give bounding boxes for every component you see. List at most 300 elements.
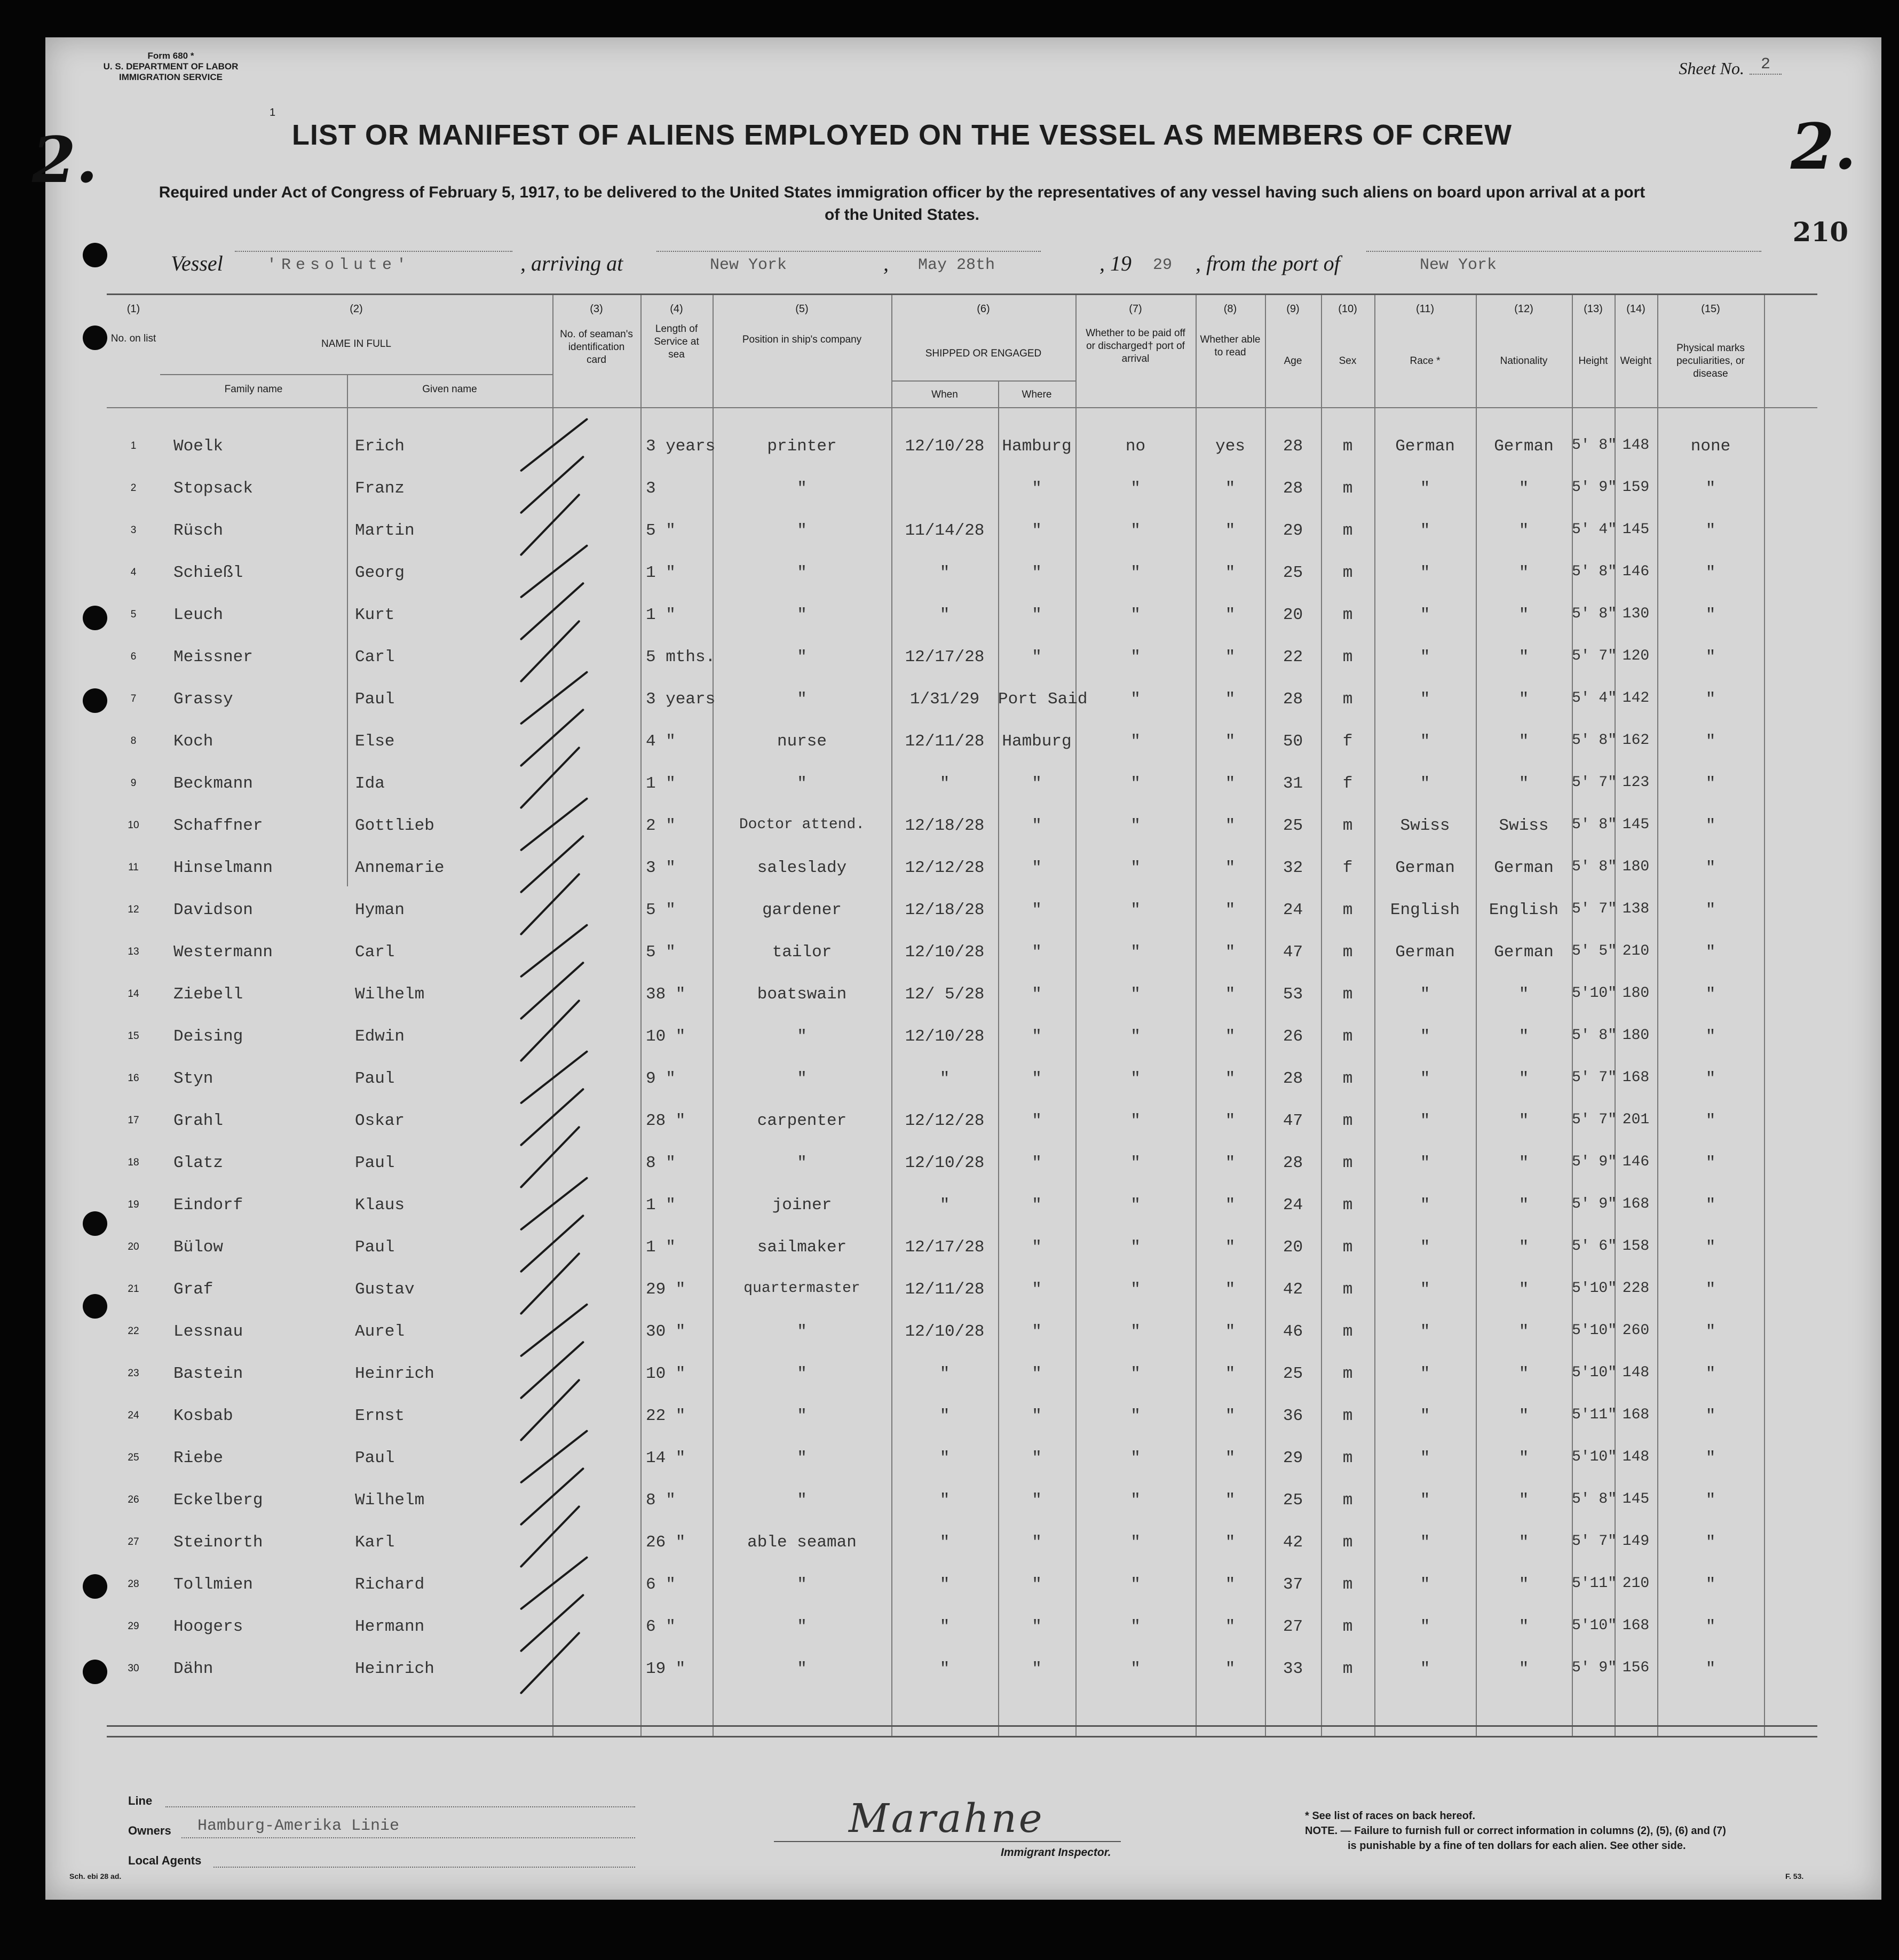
cell-marks: ": [1705, 1069, 1716, 1088]
cell-given: Wilhelm: [355, 985, 425, 1004]
cell-height: 5' 8": [1572, 437, 1617, 454]
cell-age: 25: [1283, 564, 1303, 582]
row-number: 5: [130, 609, 137, 620]
punch-hole: [83, 606, 107, 630]
check-stroke: [520, 924, 589, 978]
cell-given: Aurel: [355, 1322, 405, 1341]
cell-paid: ": [1130, 1575, 1141, 1594]
row-number: 16: [128, 1073, 139, 1084]
cell-read: ": [1225, 479, 1236, 498]
cell-given: Hermann: [355, 1617, 425, 1636]
cell-paid: ": [1130, 1617, 1141, 1636]
cell-height: 5' 9": [1572, 1660, 1617, 1676]
cell-sex: f: [1342, 732, 1353, 751]
cell-position: Doctor attend.: [739, 816, 865, 833]
cell-given: Paul: [355, 1238, 395, 1257]
cell-when: ": [939, 1491, 950, 1510]
cell-when: ": [939, 1069, 950, 1088]
cell-position: ": [797, 1660, 807, 1678]
cell-position: tailor: [772, 943, 832, 962]
cell-family: Woelk: [173, 437, 224, 456]
cell-age: 37: [1283, 1575, 1303, 1594]
cell-position: ": [797, 1027, 807, 1046]
cell-age: 22: [1283, 648, 1303, 666]
cell-paid: ": [1130, 1407, 1141, 1425]
cell-when: ": [939, 1196, 950, 1215]
cell-given: Paul: [355, 1449, 395, 1467]
cell-sex: m: [1342, 1196, 1353, 1215]
cell-position: ": [797, 564, 807, 582]
cell-sex: f: [1342, 859, 1353, 877]
cell-weight: 123: [1622, 774, 1650, 791]
check-stroke: [520, 1505, 581, 1568]
cell-family: Grahl: [173, 1112, 224, 1130]
cell-age: 24: [1283, 1196, 1303, 1215]
cell-where: ": [1032, 1491, 1042, 1510]
row-number: 3: [130, 525, 137, 536]
cell-where: ": [1032, 1027, 1042, 1046]
row-number: 7: [130, 693, 137, 704]
cell-family: Graf: [173, 1280, 213, 1299]
cell-service: 22 ": [646, 1407, 686, 1425]
cell-weight: 156: [1622, 1660, 1650, 1676]
row-number: 15: [128, 1030, 139, 1042]
cell-weight: 162: [1622, 732, 1650, 749]
cell-weight: 168: [1622, 1196, 1650, 1212]
cell-where: ": [1032, 774, 1042, 793]
row-number: 24: [128, 1410, 139, 1421]
cell-service: 2 ": [646, 816, 676, 835]
cell-where: ": [1032, 479, 1042, 498]
cell-age: 32: [1283, 859, 1303, 877]
cell-weight: 180: [1622, 859, 1650, 875]
cell-read: ": [1225, 1575, 1236, 1594]
cell-nat: ": [1518, 690, 1529, 709]
cell-service: 3 years: [646, 437, 716, 456]
cell-nat: ": [1518, 521, 1529, 540]
cell-nat: ": [1518, 1112, 1529, 1130]
cell-race: ": [1420, 606, 1430, 624]
cell-read: ": [1225, 1617, 1236, 1636]
cell-age: 27: [1283, 1617, 1303, 1636]
check-stroke: [520, 1379, 581, 1442]
cell-weight: 146: [1622, 564, 1650, 580]
cell-given: Klaus: [355, 1196, 405, 1215]
cell-paid: ": [1130, 521, 1141, 540]
check-stroke: [520, 747, 581, 810]
cell-family: Deising: [173, 1027, 243, 1046]
cell-marks: ": [1705, 1407, 1716, 1425]
form-identifier: [64, 51, 278, 83]
cell-paid: ": [1130, 1238, 1141, 1257]
cell-age: 28: [1283, 690, 1303, 709]
cell-position: ": [797, 1575, 807, 1594]
cell-position: ": [797, 1154, 807, 1172]
cell-where: ": [1032, 1533, 1042, 1552]
form-number: Form 680 *: [147, 51, 194, 61]
header-shipped: SHIPPED OR ENGAGED: [925, 348, 1042, 359]
cell-where: ": [1032, 859, 1042, 877]
row-number: 26: [128, 1494, 139, 1505]
cell-paid: ": [1130, 943, 1141, 962]
cell-race: ": [1420, 479, 1430, 498]
cell-weight: 180: [1622, 1027, 1650, 1044]
cell-age: 53: [1283, 985, 1303, 1004]
row-number: 29: [128, 1621, 139, 1632]
punch-hole: [83, 243, 107, 267]
cell-given: Ida: [355, 774, 385, 793]
cell-when: 12/12/28: [905, 1112, 985, 1130]
cell-where: ": [1032, 1660, 1042, 1678]
row-number: 2: [130, 482, 137, 494]
cell-service: 30 ": [646, 1322, 686, 1341]
cell-race: ": [1420, 521, 1430, 540]
cell-paid: ": [1130, 1280, 1141, 1299]
cell-read: ": [1225, 1364, 1236, 1383]
cell-marks: ": [1705, 606, 1716, 624]
punch-hole: [83, 1294, 107, 1319]
cell-race: Swiss: [1400, 816, 1450, 835]
cell-height: 5' 9": [1572, 1196, 1617, 1212]
cell-marks: ": [1705, 774, 1716, 793]
cell-position: sailmaker: [757, 1238, 847, 1257]
cell-given: Else: [355, 732, 395, 751]
cell-sex: m: [1342, 1407, 1353, 1425]
cell-service: 26 ": [646, 1533, 686, 1552]
cell-sex: m: [1342, 479, 1353, 498]
cell-family: Kosbab: [173, 1407, 233, 1425]
cell-marks: ": [1705, 1027, 1716, 1046]
cell-nat: ": [1518, 732, 1529, 751]
cell-race: ": [1420, 1027, 1430, 1046]
cell-paid: ": [1130, 1533, 1141, 1552]
cell-when: ": [939, 1660, 950, 1678]
cell-height: 5' 8": [1572, 606, 1617, 622]
cell-sex: m: [1342, 1617, 1353, 1636]
cell-height: 5' 7": [1572, 1533, 1617, 1550]
cell-marks: ": [1705, 1491, 1716, 1510]
cell-weight: 148: [1622, 1449, 1650, 1465]
cell-given: Paul: [355, 690, 395, 709]
cell-when: ": [939, 564, 950, 582]
vessel-label: Vessel: [171, 251, 223, 275]
cell-when: 11/14/28: [905, 521, 985, 540]
cell-when: 12/ 5/28: [905, 985, 985, 1004]
punch-hole: [83, 1574, 107, 1599]
cell-height: 5' 9": [1572, 1154, 1617, 1170]
check-stroke: [520, 494, 581, 557]
cell-age: 42: [1283, 1533, 1303, 1552]
cell-weight: 138: [1622, 901, 1650, 917]
cell-when: 12/11/28: [905, 1280, 985, 1299]
cell-when: ": [939, 606, 950, 624]
cell-service: 5 ": [646, 901, 676, 919]
inspector-signature: Marahne: [849, 1796, 1045, 1842]
cell-service: 29 ": [646, 1280, 686, 1299]
header-name-in-full: NAME IN FULL: [321, 338, 391, 350]
cell-when: ": [939, 774, 950, 793]
cell-nat: ": [1518, 1238, 1529, 1257]
cell-family: Dähn: [173, 1660, 213, 1678]
cell-family: Tollmien: [173, 1575, 253, 1594]
cell-marks: ": [1705, 1154, 1716, 1172]
check-stroke: [520, 1126, 581, 1189]
check-stroke: [520, 999, 581, 1062]
check-stroke: [520, 873, 581, 936]
cell-position: ": [797, 1407, 807, 1425]
cell-where: ": [1032, 1196, 1042, 1215]
cell-read: ": [1225, 521, 1236, 540]
cell-where: ": [1032, 1449, 1042, 1467]
header-family-name: Family name: [224, 384, 283, 395]
cell-service: 1 ": [646, 1238, 676, 1257]
arrival-date: May 28th: [918, 256, 995, 274]
row-number: 11: [128, 862, 139, 873]
cell-service: 38 ": [646, 985, 686, 1004]
cell-given: Wilhelm: [355, 1491, 425, 1510]
cell-read: ": [1225, 1238, 1236, 1257]
row-number: 13: [128, 946, 139, 957]
punch-hole: [83, 1660, 107, 1684]
cell-age: 46: [1283, 1322, 1303, 1341]
cell-when: 12/10/28: [905, 1027, 985, 1046]
vessel-info: Vessel 'Resolute' , arriving at New York , May 28th , 19 29 , from the port of New York: [171, 251, 1761, 283]
cell-height: 5'10": [1572, 1617, 1617, 1634]
cell-position: printer: [767, 437, 837, 456]
cell-family: Bülow: [173, 1238, 224, 1257]
cell-paid: ": [1130, 816, 1141, 835]
cell-when: ": [939, 1575, 950, 1594]
cell-where: Hamburg: [1002, 437, 1072, 456]
cell-service: 10 ": [646, 1364, 686, 1383]
cell-family: Lessnau: [173, 1322, 243, 1341]
cell-nat: ": [1518, 985, 1529, 1004]
cell-sex: m: [1342, 943, 1353, 962]
cell-read: ": [1225, 1491, 1236, 1510]
cell-paid: ": [1130, 1322, 1141, 1341]
cell-service: 8 ": [646, 1491, 676, 1510]
cell-race: ": [1420, 1112, 1430, 1130]
cell-family: Glatz: [173, 1154, 224, 1172]
cell-service: 14 ": [646, 1449, 686, 1467]
cell-age: 25: [1283, 1491, 1303, 1510]
cell-where: ": [1032, 648, 1042, 666]
cell-height: 5' 7": [1572, 901, 1617, 917]
row-number: 23: [128, 1368, 139, 1379]
cell-nat: English: [1489, 901, 1559, 919]
cell-sex: m: [1342, 1660, 1353, 1678]
cell-read: ": [1225, 564, 1236, 582]
cell-weight: 148: [1622, 1364, 1650, 1381]
cell-when: 12/17/28: [905, 1238, 985, 1257]
arriving-port: New York: [710, 256, 787, 274]
cell-paid: ": [1130, 1660, 1141, 1678]
year-label: , 19: [1099, 251, 1132, 275]
cell-where: ": [1032, 816, 1042, 835]
cell-service: 6 ": [646, 1617, 676, 1636]
cell-paid: ": [1130, 774, 1141, 793]
cell-paid: ": [1130, 606, 1141, 624]
cell-nat: ": [1518, 1491, 1529, 1510]
cell-position: ": [797, 1617, 807, 1636]
cell-height: 5' 6": [1572, 1238, 1617, 1255]
cell-when: 1/31/29: [909, 690, 980, 709]
cell-read: ": [1225, 1533, 1236, 1552]
cell-sex: m: [1342, 1027, 1353, 1046]
check-stroke: [520, 1430, 589, 1484]
cell-where: ": [1032, 1238, 1042, 1257]
cell-marks: ": [1705, 1238, 1716, 1257]
cell-race: ": [1420, 1196, 1430, 1215]
cell-height: 5' 4": [1572, 690, 1617, 707]
header-sex: Sex: [1339, 355, 1357, 367]
cell-position: ": [797, 648, 807, 666]
cell-age: 28: [1283, 1069, 1303, 1088]
cell-position: ": [797, 774, 807, 793]
cell-given: Oskar: [355, 1112, 405, 1130]
cell-height: 5'10": [1572, 1280, 1617, 1297]
row-number: 10: [128, 820, 139, 831]
check-stroke: [520, 671, 589, 725]
cell-paid: ": [1130, 479, 1141, 498]
races-note: * See list of races on back hereof.: [1305, 1810, 1476, 1822]
from-port: New York: [1420, 256, 1497, 274]
row-number: 9: [130, 777, 137, 789]
cell-nat: ": [1518, 479, 1529, 498]
cell-family: Eindorf: [173, 1196, 243, 1215]
cell-paid: ": [1130, 1449, 1141, 1467]
cell-read: ": [1225, 774, 1236, 793]
cell-marks: none: [1690, 437, 1731, 456]
cell-where: ": [1032, 1154, 1042, 1172]
cell-race: ": [1420, 1364, 1430, 1383]
cell-where: ": [1032, 521, 1042, 540]
arriving-label: , arriving at: [520, 251, 623, 275]
cell-read: ": [1225, 606, 1236, 624]
cell-family: Schießl: [173, 564, 243, 582]
year-value: 29: [1153, 256, 1173, 274]
cell-service: 5 ": [646, 521, 676, 540]
cell-paid: ": [1130, 1154, 1141, 1172]
cell-service: 9 ": [646, 1069, 676, 1088]
row-number: 21: [128, 1283, 139, 1295]
check-stroke: [520, 797, 589, 852]
line-label: Line: [128, 1794, 153, 1807]
cell-service: 3: [646, 479, 656, 498]
punch-hole: [83, 326, 107, 350]
cell-nat: ": [1518, 648, 1529, 666]
row-number: 22: [128, 1326, 139, 1337]
header-length-service: Length of Service at sea: [654, 323, 699, 360]
cell-race: ": [1420, 1660, 1430, 1678]
header-paid-off: Whether to be paid off or discharged† port of arrival: [1086, 328, 1185, 364]
row-number: 25: [128, 1452, 139, 1463]
cell-weight: 228: [1622, 1280, 1650, 1297]
cell-weight: 142: [1622, 690, 1650, 707]
cell-height: 5' 7": [1572, 1112, 1617, 1128]
cell-race: ": [1420, 1322, 1430, 1341]
cell-race: ": [1420, 1069, 1430, 1088]
cell-marks: ": [1705, 564, 1716, 582]
cell-position: ": [797, 521, 807, 540]
cell-race: ": [1420, 564, 1430, 582]
cell-when: 12/10/28: [905, 943, 985, 962]
cell-marks: ": [1705, 1533, 1716, 1552]
cell-marks: ": [1705, 1112, 1716, 1130]
cell-race: English: [1390, 901, 1460, 919]
sheet-no-value: 2: [1750, 55, 1782, 75]
cell-nat: German: [1494, 437, 1554, 456]
cell-paid: ": [1130, 1196, 1141, 1215]
cell-age: 36: [1283, 1407, 1303, 1425]
cell-read: ": [1225, 1322, 1236, 1341]
cell-when: 12/18/28: [905, 816, 985, 835]
punch-hole: [83, 688, 107, 713]
cell-age: 31: [1283, 774, 1303, 793]
cell-family: Hoogers: [173, 1617, 243, 1636]
cell-age: 47: [1283, 1112, 1303, 1130]
cell-position: nurse: [777, 732, 827, 751]
row-number: 30: [128, 1663, 139, 1674]
cell-nat: ": [1518, 1154, 1529, 1172]
cell-height: 5'10": [1572, 985, 1617, 1002]
cell-service: 1 ": [646, 564, 676, 582]
cell-where: ": [1032, 1069, 1042, 1088]
cell-given: Heinrich: [355, 1364, 434, 1383]
cell-sex: m: [1342, 985, 1353, 1004]
cell-family: Meissner: [173, 648, 253, 666]
cell-position: ": [797, 606, 807, 624]
header-no-on-list: No. on list: [110, 333, 156, 344]
cell-nat: ": [1518, 1407, 1529, 1425]
cell-age: 28: [1283, 437, 1303, 456]
cell-where: ": [1032, 606, 1042, 624]
page-subtitle: Required under Act of Congress of February 5, 1917, to be delivered to the United States immigration officer by the representatives of any vessel having such aliens on board upon arrival at a port of the United States.: [159, 184, 1645, 224]
cell-service: 19 ": [646, 1660, 686, 1678]
cell-marks: ": [1705, 985, 1716, 1004]
cell-family: Schaffner: [173, 816, 263, 835]
from-label: , from the port of: [1196, 251, 1340, 275]
cell-nat: ": [1518, 1364, 1529, 1383]
cell-given: Annemarie: [355, 859, 445, 877]
cell-height: 5' 8": [1572, 859, 1617, 875]
cell-height: 5'10": [1572, 1449, 1617, 1465]
cell-read: ": [1225, 816, 1236, 835]
inspector-label: Immigrant Inspector.: [1001, 1846, 1111, 1859]
crew-table: (1) (2) (3) (4) (5) (6) (7) (8) (9) (10) (11) (12) (13) (14) (15) No. on list NAME IN FULL Family name Given name No. of seaman's identification card Length of Service at sea Position in ship's company SHIPPED OR ENGAGED When Where Whether to be paid off or discharged† port of arrival Whether able to read Age Sex Race * Nationality Height Weight Physical marks peculiarities, or disease 1 Woelk Erich 3 years printer 12/10/28 Hamburg no yes 28 m German German 5' 8" 148 none 2 Stopsack Franz 3 " " " " 28 m " " 5' 9" 159 " 3 Rüsch Martin 5 " " 11/14/28 " " " 29 m " " 5' 4" 145 " 4 Schießl Georg 1 " " " " " " 25 m " " 5' 8" 146 " 5 Leuch Kurt 1 " " " " " " 20 m " " 5' 8" 130 " 6 Meissner Carl 5 mths. " 12/17/28 " " " 22 m " " 5' 7" 120 " 7 Grassy Paul 3 years " 1/31/29 Port Said " " 28 m " " 5' 4" 142 " 8 Koch Else 4 " nurse 12/11/28 Hamburg " " 50 f " " 5' 8" 162 " 9 Beckmann Ida 1 " " " " " " 31 f " " 5' 7" 123 " 10 Schaffner Gottlieb 2 " Doctor attend. 12/18/28 " " " 25 m Swiss Swiss 5' 8" 145 " 11 Hinselmann Annemarie 3 " saleslady 12/12/28 " " " 32 f German German 5' 8" 180 " 12 Davidson Hyman 5 " gardener 12/18/28 " " " 24 m English English 5' 7" 138 " 13 Westermann Carl 5 " tailor 12/10/28 " " " 47 m German German 5' 5" 210 " 14 Ziebell Wilhelm 38 " boatswain 12/ 5/28 " " " 53 m " " 5'10" 180 " 15 Deising Edwin 10 " " 12/10/28 " " " 26 m " " 5' 8" 180 " 16 Styn Paul 9 " " " " " " 28 m " " 5' 7" 168 " 17 Grahl Oskar 28 " carpenter 12/12/28 " " " 47 m " " 5' 7" 201 " 18 Glatz Paul 8 " " 12/10/28 " " " 28 m " " 5' 9" 146 " 19 Eindorf Klaus 1 " joiner " " " " 24 m " " 5' 9" 168 " 20 Bülow Paul 1 " sailmaker 12/17/28 " " " 20 m " " 5' 6" 158 " 21 Graf Gustav 29 " quartermaster 12/11/28 " " " 42 m " " 5'10" 228 " 22 Lessnau Aurel 30 " " 12/10/28 " " " 46 m " " 5'10" 260 " 23 Bastein Heinrich 10 " " " " " " 25 m " " 5'10" 148 " 24 Kosbab Ernst 22 " " " " " " 36 m " " 5'11" 168 " 25 Riebe Paul 14 " " " " " " 29 m " " 5'10" 148 " 26 Eckelberg Wilhelm 8 " " " " " " 25 m " " 5' 8" 145 " 27 Steinorth Karl 26 " able seaman " " " " 42 m " " 5' 7" 149 " 28 Tollmien Richard 6 " " " " " " 37 m " " 5'11" 210 " 29 Hoogers Hermann 6 " " " " " " 27 m " " 5'10" 168 " 30 Dähn Heinrich 19 " " " " " " 33 m " " 5' 9" 156 ": [107, 293, 1817, 1737]
cell-read: ": [1225, 859, 1236, 877]
cell-race: German: [1395, 943, 1455, 962]
local-agents-label: Local Agents: [128, 1854, 202, 1867]
penalty-note-2: is punishable by a fine of ten dollars for each alien. See other side.: [1348, 1840, 1686, 1852]
cell-when: ": [939, 1449, 950, 1467]
cell-service: 1 ": [646, 606, 676, 624]
header-height: Height: [1578, 355, 1608, 367]
cell-height: 5' 7": [1572, 774, 1617, 791]
cell-weight: 159: [1622, 479, 1650, 496]
cell-race: ": [1420, 690, 1430, 709]
cell-race: ": [1420, 1617, 1430, 1636]
cell-age: 29: [1283, 521, 1303, 540]
cell-age: 28: [1283, 1154, 1303, 1172]
row-number: 28: [128, 1578, 139, 1590]
cell-weight: 168: [1622, 1069, 1650, 1086]
cell-age: 26: [1283, 1027, 1303, 1046]
cell-position: ": [797, 1364, 807, 1383]
cell-height: 5' 7": [1572, 1069, 1617, 1086]
cell-paid: ": [1130, 648, 1141, 666]
row-number: 14: [128, 988, 139, 999]
